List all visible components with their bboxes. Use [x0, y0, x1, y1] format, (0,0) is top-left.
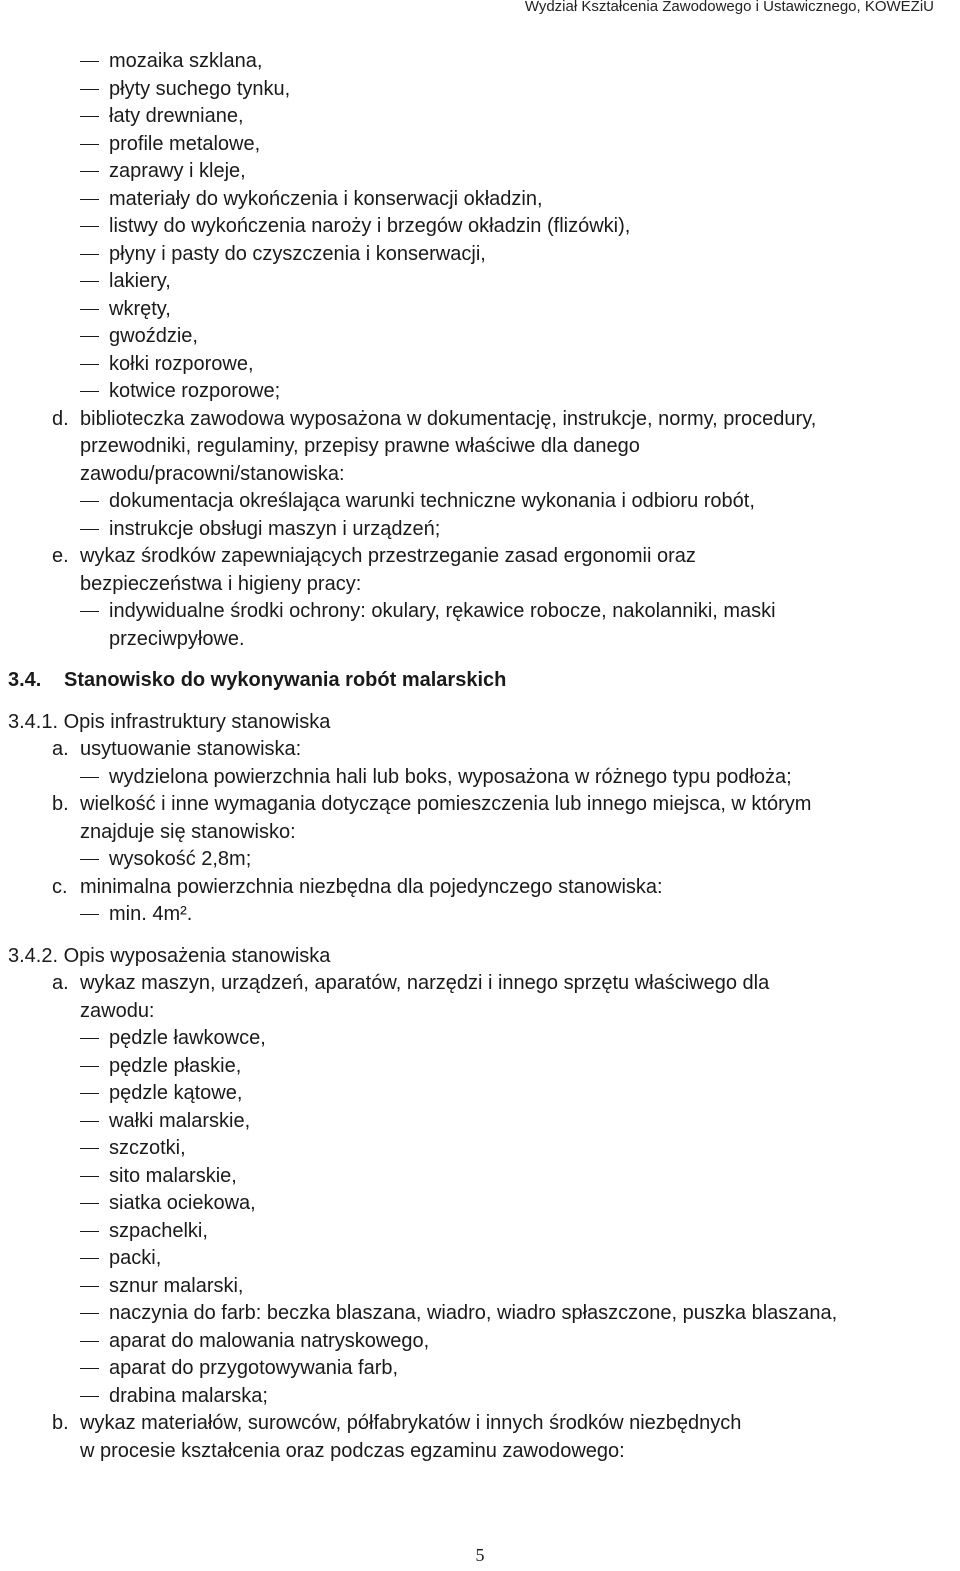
list-item: packi,	[0, 1245, 960, 1273]
list-item: sznur malarski,	[0, 1273, 960, 1301]
list-item: pędzle kątowe,	[0, 1080, 960, 1108]
dash-bullet	[80, 611, 99, 612]
list-item: drabina malarska;	[0, 1383, 960, 1411]
item-label: a.	[52, 738, 69, 760]
list-item: zaprawy i kleje,	[0, 158, 960, 186]
page-header: Wydział Kształcenia Zawodowego i Ustawicznego, KOWEZiU	[524, 0, 934, 15]
list-item: wałki malarskie,	[0, 1108, 960, 1136]
equipment-list	[0, 1025, 960, 1410]
dash-bullet	[80, 171, 99, 172]
item-label: a.	[52, 972, 69, 994]
dash-bullet	[80, 336, 99, 337]
list-item: wydzielona powierzchnia hali lub boks, wyposażona w różnego typu podłoża;	[0, 764, 960, 792]
item-label: b.	[52, 793, 69, 815]
dash-bullet	[80, 1396, 99, 1397]
list-item: lakiery,	[0, 268, 960, 296]
item-text: zawodu/pracowni/stanowiska:	[80, 462, 345, 485]
item-text: wykaz maszyn, urządzeń, aparatów, narzędzi i innego sprzętu właściwego dla	[80, 972, 770, 994]
dash-bullet	[80, 89, 99, 90]
dash-bullet	[80, 1258, 99, 1259]
item-text: znajduje się stanowisko:	[80, 820, 296, 843]
dash-bullet	[80, 1121, 99, 1122]
list-item: aparat do przygotowywania farb,	[0, 1355, 960, 1383]
list-item: płyny i pasty do czyszczenia i konserwacji,	[0, 241, 960, 269]
materials-list	[0, 48, 960, 406]
dash-bullet	[80, 1148, 99, 1149]
dash-bullet	[80, 1341, 99, 1342]
item-text: wykaz materiałów, surowców, półfabrykatów i innych środków niezbędnych	[80, 1412, 742, 1434]
dash-bullet	[80, 914, 99, 915]
list-item: łaty drewniane,	[0, 103, 960, 131]
item-text: zawodu:	[80, 999, 155, 1022]
subsection-heading-3-4-1: 3.4.1. Opis infrastruktury stanowiska	[8, 710, 331, 733]
page-number: 5	[475, 1545, 485, 1565]
list-item: sito malarskie,	[0, 1163, 960, 1191]
dash-bullet	[80, 859, 99, 860]
dash-bullet	[80, 1231, 99, 1232]
list-item: materiały do wykończenia i konserwacji okładzin,	[0, 186, 960, 214]
dash-bullet	[80, 1038, 99, 1039]
list-item: min. 4m².	[0, 901, 960, 929]
item-text: w procesie kształcenia oraz podczas egzaminu zawodowego:	[80, 1439, 625, 1462]
item-text: przewodniki, regulaminy, przepisy prawne właściwe dla danego	[80, 435, 640, 457]
list-item: wysokość 2,8m;	[0, 846, 960, 874]
item-label: b.	[52, 1412, 69, 1434]
dash-bullet	[80, 116, 99, 117]
dash-bullet	[80, 254, 99, 255]
item-text: usytuowanie stanowiska:	[80, 738, 302, 760]
dash-bullet	[80, 144, 99, 145]
dash-bullet	[80, 281, 99, 282]
item-d	[0, 406, 960, 544]
dash-bullet	[80, 501, 99, 502]
list-item: instrukcje obsługi maszyn i urządzeń;	[0, 516, 960, 544]
list-item: siatka ociekowa,	[0, 1190, 960, 1218]
dash-bullet	[80, 1286, 99, 1287]
list-item: kołki rozporowe,	[0, 351, 960, 379]
list-item: pędzle płaskie,	[0, 1053, 960, 1081]
item-text: wielkość i inne wymagania dotyczące pomieszczenia lub innego miejsca, w którym	[80, 793, 812, 815]
dash-bullet	[80, 529, 99, 530]
dash-bullet	[80, 1368, 99, 1369]
item-text: przeciwpyłowe.	[109, 627, 245, 650]
dash-bullet	[80, 364, 99, 365]
item-label: e.	[52, 545, 69, 567]
dash-bullet	[80, 309, 99, 310]
dash-bullet	[80, 1066, 99, 1067]
list-item: listwy do wykończenia naroży i brzegów okładzin (flizówki),	[0, 213, 960, 241]
dash-bullet	[80, 61, 99, 62]
item-text: wykaz środków zapewniających przestrzeganie zasad ergonomii oraz	[80, 545, 696, 567]
item-text: minimalna powierzchnia niezbędna dla pojedynczego stanowiska:	[80, 875, 663, 898]
item-text: biblioteczka zawodowa wyposażona w dokumentację, instrukcje, normy, procedury,	[80, 407, 817, 430]
list-item: gwoździe,	[0, 323, 960, 351]
dash-bullet	[80, 199, 99, 200]
document-body	[0, 48, 960, 1465]
list-item: naczynia do farb: beczka blaszana, wiadro, wiadro spłaszczone, puszka blaszana,	[0, 1300, 960, 1328]
list-item: płyty suchego tynku,	[0, 76, 960, 104]
list-item: mozaika szklana,	[0, 48, 960, 76]
list-item: wkręty,	[0, 296, 960, 324]
dash-bullet	[80, 1093, 99, 1094]
list-item: profile metalowe,	[0, 131, 960, 159]
subsection-heading-3-4-2: 3.4.2. Opis wyposażenia stanowiska	[8, 944, 331, 967]
list-item: dokumentacja określająca warunki techniczne wykonania i odbioru robót,	[0, 488, 960, 516]
dash-bullet	[80, 1313, 99, 1314]
dash-bullet	[80, 226, 99, 227]
list-item: pędzle ławkowce,	[0, 1025, 960, 1053]
dash-bullet	[80, 1203, 99, 1204]
section-heading-3-4: 3.4. Stanowisko do wykonywania robót malarskich	[8, 669, 507, 691]
list-item: szpachelki,	[0, 1218, 960, 1246]
item-label: c.	[52, 875, 68, 898]
dash-bullet	[80, 777, 99, 778]
dash-bullet	[80, 391, 99, 392]
list-item: aparat do malowania natryskowego,	[0, 1328, 960, 1356]
list-item: indywidualne środki ochrony: okulary, rękawice robocze, nakolanniki, maski	[0, 598, 960, 626]
item-label: d.	[52, 407, 69, 430]
dash-bullet	[80, 1176, 99, 1177]
item-e	[0, 543, 960, 653]
list-item: kotwice rozporowe;	[0, 378, 960, 406]
list-item: szczotki,	[0, 1135, 960, 1163]
item-text: bezpieczeństwa i higieny pracy:	[80, 572, 362, 595]
